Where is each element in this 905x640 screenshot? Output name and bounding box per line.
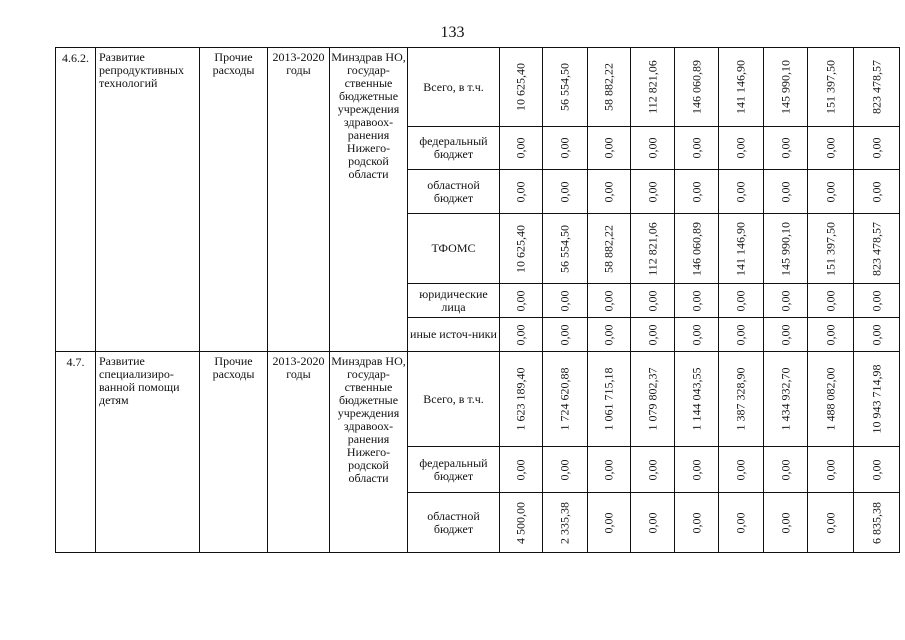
funding-source: федеральный бюджет xyxy=(408,127,500,170)
funding-source: иные источ-ники xyxy=(408,318,500,352)
amount-cell xyxy=(631,318,675,352)
amount-value: 0,00 xyxy=(689,459,703,480)
amount-cell xyxy=(719,214,764,284)
amount-cell xyxy=(808,214,854,284)
amount-cell xyxy=(588,493,631,553)
amount-cell xyxy=(854,493,900,553)
amount-cell xyxy=(808,318,854,352)
amount-value: 0,00 xyxy=(869,459,883,480)
amount-value: 0,00 xyxy=(513,137,528,159)
funding-source: ТФОМС xyxy=(408,214,500,284)
amount-value: 56 554,50 xyxy=(557,224,572,273)
item-name: Развитие репродуктивных технологий xyxy=(96,48,200,352)
amount-value: 141 146,90 xyxy=(733,221,748,276)
amount-value: 0,00 xyxy=(778,290,792,311)
amount-value: 0,00 xyxy=(601,181,616,202)
amount-cell xyxy=(719,318,764,352)
amount-cell xyxy=(631,170,675,214)
amount-cell xyxy=(588,48,631,127)
amount-cell xyxy=(631,48,675,127)
amount-cell xyxy=(808,48,854,127)
amount-cell xyxy=(675,48,719,127)
amount-value: 0,00 xyxy=(645,324,659,345)
funding-source: Всего, в т.ч. xyxy=(408,352,500,447)
amount-cell xyxy=(588,127,631,170)
amount-value: 1 079 802,37 xyxy=(645,367,659,431)
amount-cell xyxy=(500,127,543,170)
amount-cell xyxy=(808,352,854,447)
amount-value: 0,00 xyxy=(733,324,748,345)
amount-cell xyxy=(719,284,764,318)
table-row xyxy=(56,352,900,447)
amount-value: 0,00 xyxy=(733,137,748,159)
amount-value: 0,00 xyxy=(601,512,616,533)
amount-value: 0,00 xyxy=(557,459,572,480)
amount-cell xyxy=(500,284,543,318)
amount-cell xyxy=(764,127,808,170)
amount-value: 0,00 xyxy=(601,137,616,159)
amount-cell xyxy=(588,170,631,214)
amount-cell xyxy=(675,447,719,493)
amount-cell xyxy=(543,352,588,447)
amount-cell xyxy=(854,214,900,284)
amount-cell xyxy=(808,127,854,170)
amount-cell xyxy=(631,214,675,284)
amount-cell xyxy=(675,214,719,284)
amount-value: 0,00 xyxy=(823,324,837,345)
amount-value: 0,00 xyxy=(869,324,883,345)
amount-cell xyxy=(808,493,854,553)
amount-cell xyxy=(631,127,675,170)
amount-value: 0,00 xyxy=(645,290,659,311)
amount-value: 0,00 xyxy=(733,512,748,533)
amount-cell xyxy=(719,127,764,170)
amount-value: 0,00 xyxy=(689,181,703,202)
amount-cell xyxy=(500,48,543,127)
amount-value: 10 625,40 xyxy=(513,63,528,111)
amount-cell xyxy=(500,214,543,284)
amount-value: 0,00 xyxy=(689,290,703,311)
amount-cell xyxy=(808,170,854,214)
amount-value: 1 061 715,18 xyxy=(601,367,616,431)
amount-value: 0,00 xyxy=(778,181,792,202)
amount-cell xyxy=(543,447,588,493)
amount-value: 146 060,89 xyxy=(689,221,703,276)
amount-cell xyxy=(764,170,808,214)
amount-cell xyxy=(500,170,543,214)
amount-cell xyxy=(719,170,764,214)
page-number: 133 xyxy=(440,24,465,41)
amount-value: 0,00 xyxy=(823,290,837,311)
amount-cell xyxy=(500,318,543,352)
amount-cell xyxy=(854,48,900,127)
amount-value: 112 821,06 xyxy=(645,221,659,276)
amount-cell xyxy=(764,318,808,352)
amount-cell xyxy=(675,318,719,352)
amount-value: 151 397,50 xyxy=(823,60,837,114)
amount-cell xyxy=(675,493,719,553)
amount-cell xyxy=(854,170,900,214)
amount-cell xyxy=(500,447,543,493)
amount-cell xyxy=(764,352,808,447)
amount-value: 2 335,38 xyxy=(557,501,572,544)
amount-value: 0,00 xyxy=(557,290,572,311)
amount-cell xyxy=(854,127,900,170)
amount-value: 0,00 xyxy=(601,459,616,480)
amount-value: 0,00 xyxy=(869,181,883,202)
amount-value: 0,00 xyxy=(513,181,528,202)
amount-cell xyxy=(764,493,808,553)
amount-cell xyxy=(543,284,588,318)
amount-value: 0,00 xyxy=(778,137,792,159)
amount-value: 0,00 xyxy=(513,324,528,345)
amount-value: 0,00 xyxy=(689,324,703,345)
amount-cell xyxy=(764,48,808,127)
amount-value: 0,00 xyxy=(823,512,837,533)
amount-value: 0,00 xyxy=(869,137,883,159)
amount-value: 0,00 xyxy=(645,181,659,202)
executor: Минздрав НО, государ-ственные бюджетные учреждения здравоох-ранения Нижего-родской области xyxy=(330,352,408,553)
period-years: 2013-2020 годы xyxy=(268,48,330,352)
amount-cell xyxy=(854,352,900,447)
amount-cell xyxy=(631,447,675,493)
amount-cell xyxy=(764,214,808,284)
amount-cell xyxy=(675,127,719,170)
amount-cell xyxy=(500,352,543,447)
amount-cell xyxy=(631,352,675,447)
amount-value: 0,00 xyxy=(778,459,792,480)
amount-value: 0,00 xyxy=(513,290,528,311)
amount-cell xyxy=(588,318,631,352)
amount-cell xyxy=(543,48,588,127)
item-number: 4.6.2. xyxy=(56,48,96,352)
amount-value: 0,00 xyxy=(733,290,748,311)
amount-value: 0,00 xyxy=(557,181,572,202)
amount-cell xyxy=(543,318,588,352)
amount-cell xyxy=(543,493,588,553)
table-row xyxy=(56,48,900,127)
amount-cell xyxy=(719,447,764,493)
amount-value: 1 724 620,88 xyxy=(557,367,572,431)
amount-cell xyxy=(764,447,808,493)
amount-value: 1 623 189,40 xyxy=(513,367,528,431)
amount-value: 0,00 xyxy=(689,137,703,159)
amount-cell xyxy=(854,447,900,493)
amount-value: 145 990,10 xyxy=(778,221,792,276)
funding-source: юридические лица xyxy=(408,284,500,318)
amount-value: 0,00 xyxy=(689,512,703,533)
amount-value: 0,00 xyxy=(823,137,837,159)
amount-value: 0,00 xyxy=(557,324,572,345)
amount-cell xyxy=(500,493,543,553)
amount-cell xyxy=(719,493,764,553)
amount-value: 10 625,40 xyxy=(513,224,528,273)
amount-cell xyxy=(764,284,808,318)
period-years: 2013-2020 годы xyxy=(268,352,330,553)
amount-value: 0,00 xyxy=(557,137,572,159)
amount-value: 0,00 xyxy=(601,290,616,311)
amount-cell xyxy=(588,284,631,318)
amount-cell xyxy=(631,493,675,553)
amount-cell xyxy=(588,352,631,447)
amount-value: 10 943 714,98 xyxy=(869,364,883,434)
amount-cell xyxy=(808,447,854,493)
amount-value: 0,00 xyxy=(869,290,883,311)
amount-cell xyxy=(543,127,588,170)
amount-value: 0,00 xyxy=(645,459,659,480)
amount-cell xyxy=(588,447,631,493)
amount-value: 112 821,06 xyxy=(645,60,659,114)
executor: Минздрав НО, государ-ственные бюджетные учреждения здравоох-ранения Нижего-родской области xyxy=(330,48,408,352)
amount-cell xyxy=(675,352,719,447)
funding-source: Всего, в т.ч. xyxy=(408,48,500,127)
amount-value: 0,00 xyxy=(645,137,659,159)
amount-value: 145 990,10 xyxy=(778,60,792,114)
item-number: 4.7. xyxy=(56,352,96,553)
amount-value: 0,00 xyxy=(513,459,528,480)
amount-value: 0,00 xyxy=(601,324,616,345)
amount-value: 0,00 xyxy=(823,181,837,202)
amount-cell xyxy=(675,170,719,214)
amount-value: 823 478,57 xyxy=(869,221,883,276)
amount-value: 6 835,38 xyxy=(869,501,883,544)
amount-cell xyxy=(719,48,764,127)
amount-cell xyxy=(719,352,764,447)
amount-cell xyxy=(808,284,854,318)
funding-source: областной бюджет xyxy=(408,170,500,214)
amount-value: 0,00 xyxy=(778,324,792,345)
amount-value: 1 144 043,55 xyxy=(689,367,703,431)
amount-value: 823 478,57 xyxy=(869,60,883,114)
amount-value: 0,00 xyxy=(778,512,792,533)
amount-cell xyxy=(543,170,588,214)
amount-cell xyxy=(543,214,588,284)
amount-value: 151 397,50 xyxy=(823,221,837,276)
amount-value: 58 882,22 xyxy=(601,224,616,273)
amount-cell xyxy=(675,284,719,318)
amount-value: 146 060,89 xyxy=(689,60,703,114)
expense-type: Прочие расходы xyxy=(200,48,268,352)
funding-source: федеральный бюджет xyxy=(408,447,500,493)
item-name: Развитие специализиро-ванной помощи детям xyxy=(96,352,200,553)
amount-value: 141 146,90 xyxy=(733,60,748,114)
amount-cell xyxy=(854,284,900,318)
amount-value: 1 434 932,70 xyxy=(778,367,792,431)
amount-value: 0,00 xyxy=(733,459,748,480)
amount-value: 0,00 xyxy=(733,181,748,202)
amount-value: 1 488 082,00 xyxy=(823,367,837,431)
amount-value: 0,00 xyxy=(823,459,837,480)
amount-value: 0,00 xyxy=(645,512,659,533)
amount-value: 56 554,50 xyxy=(557,63,572,111)
expense-type: Прочие расходы xyxy=(200,352,268,553)
budget-table xyxy=(55,47,900,553)
amount-value: 4 500,00 xyxy=(513,501,528,544)
amount-value: 58 882,22 xyxy=(601,63,616,111)
amount-cell xyxy=(854,318,900,352)
amount-cell xyxy=(588,214,631,284)
amount-cell xyxy=(631,284,675,318)
funding-source: областной бюджет xyxy=(408,493,500,553)
amount-value: 1 387 328,90 xyxy=(733,367,748,431)
